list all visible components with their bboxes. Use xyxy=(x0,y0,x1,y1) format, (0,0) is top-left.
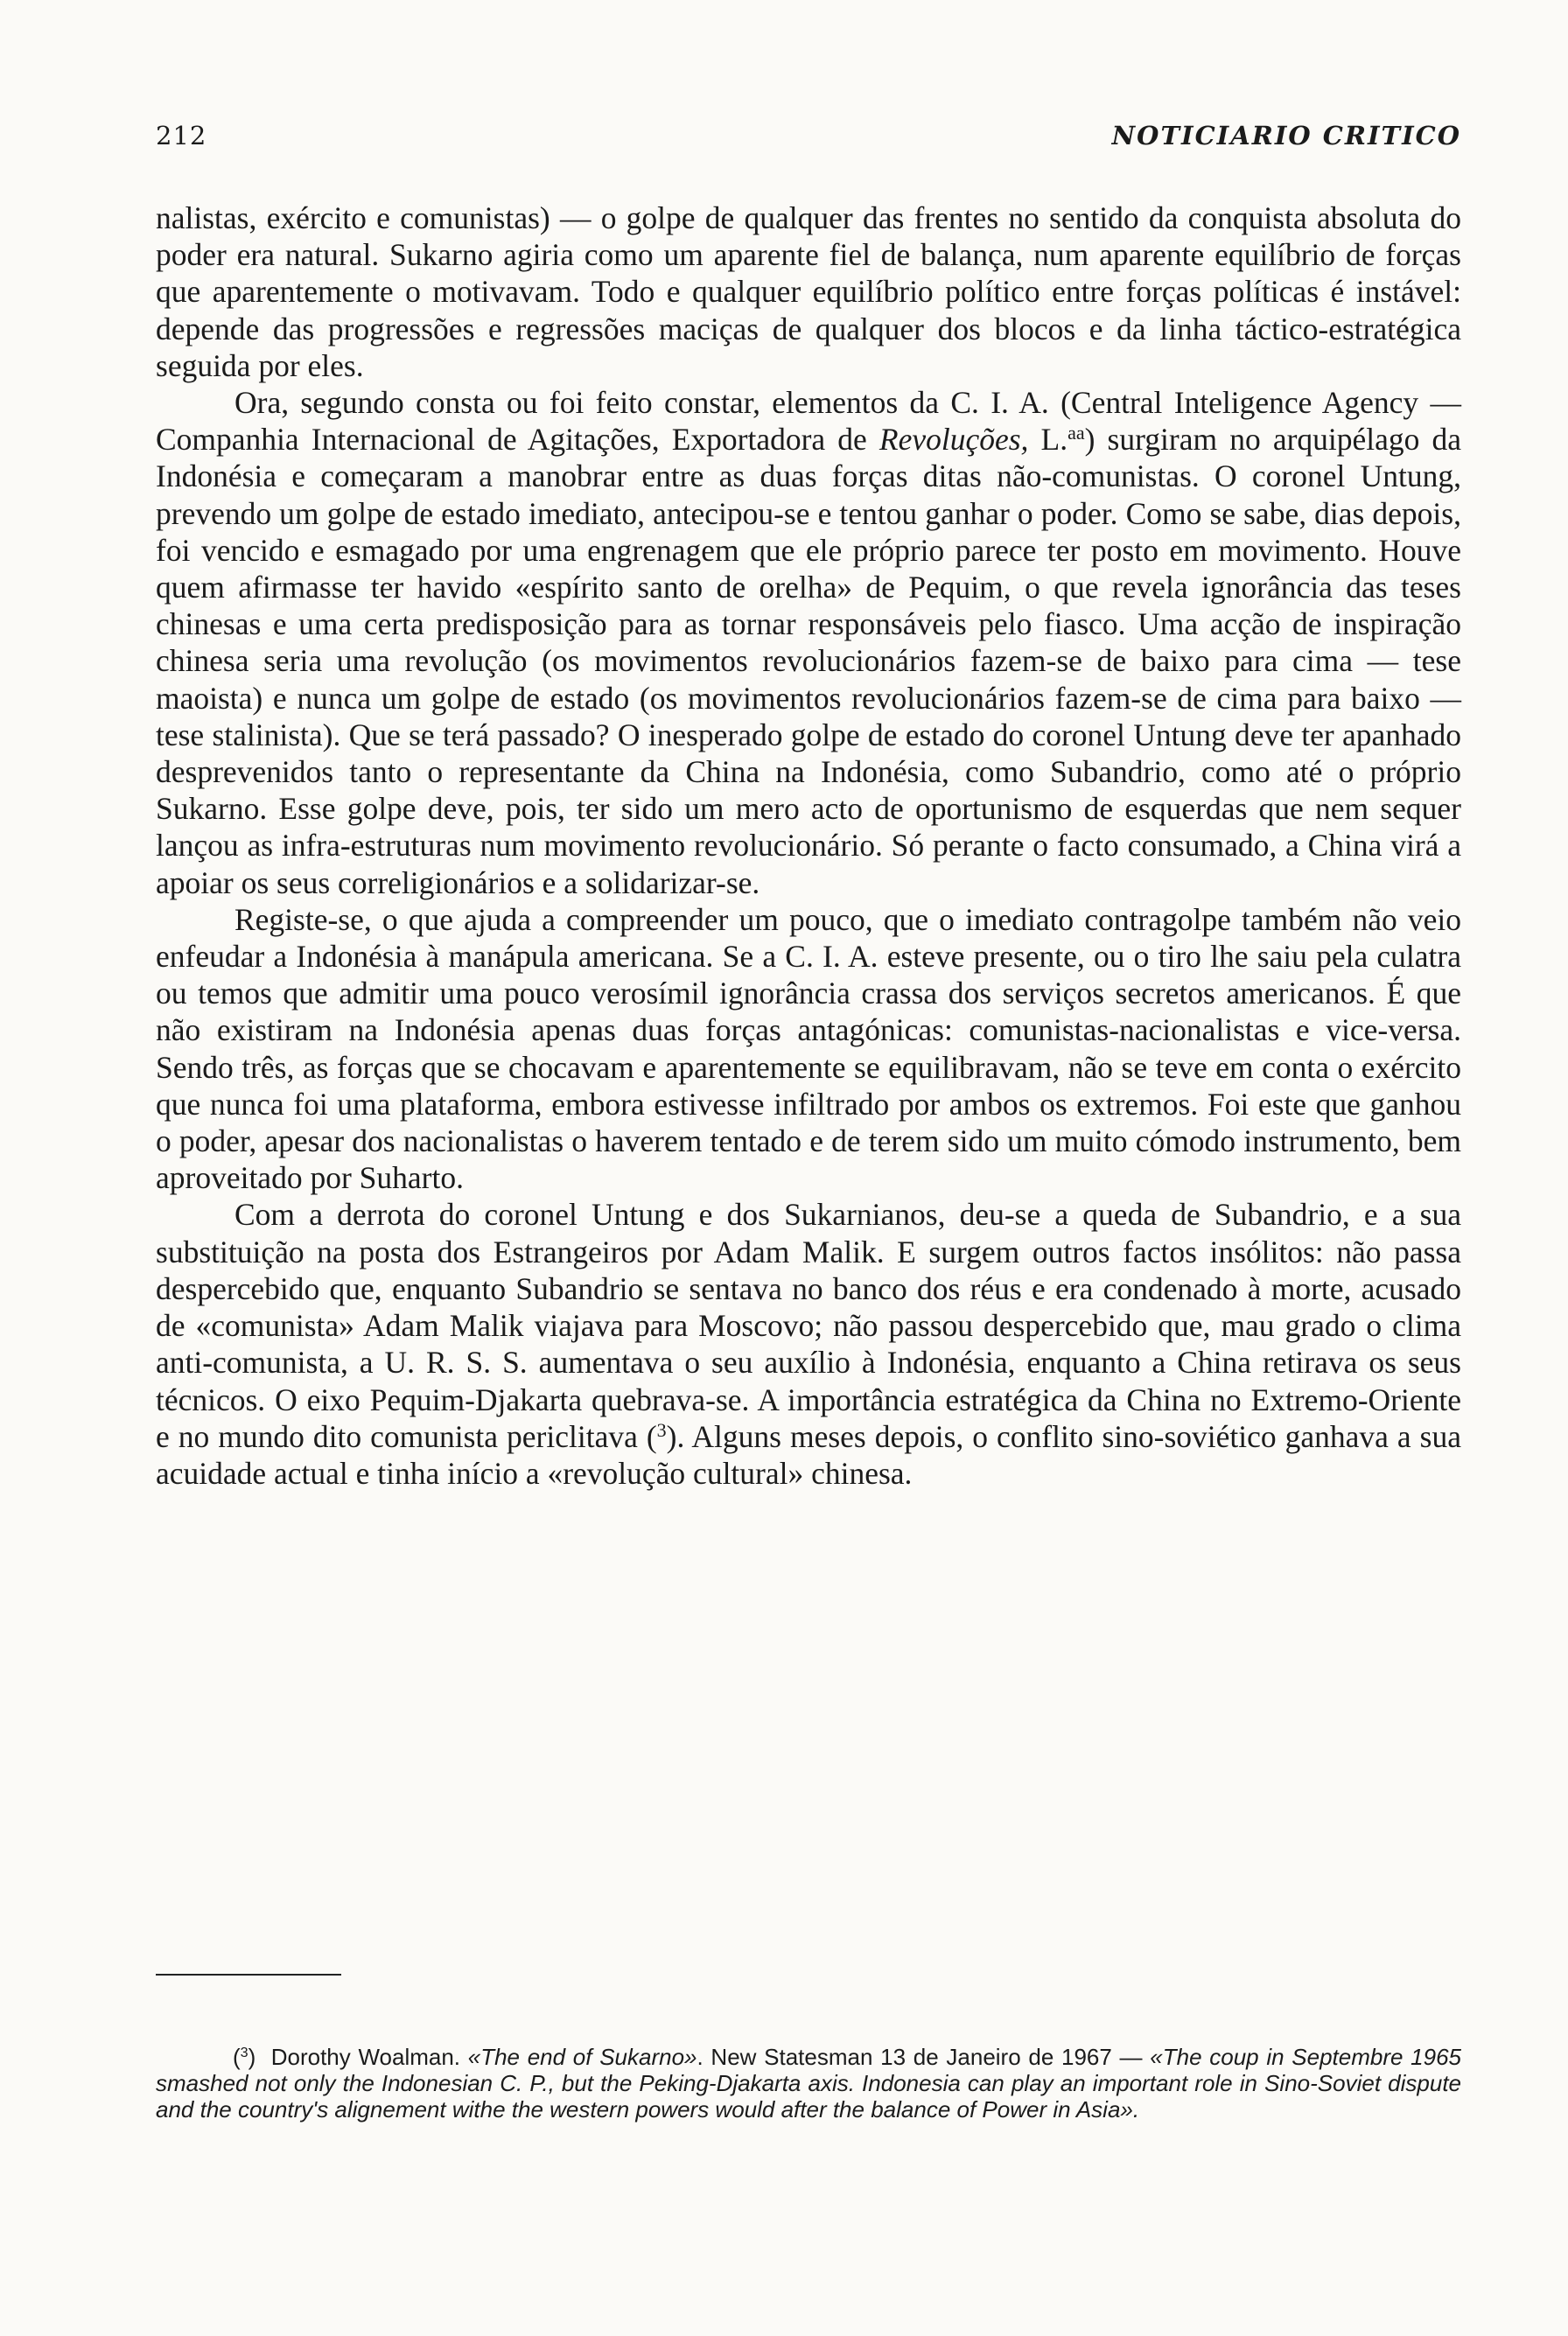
footnote-reference: 3 xyxy=(656,1418,667,1441)
footnote-title: «The end of Sukarno» xyxy=(467,2044,697,2070)
page xyxy=(156,121,1461,1492)
paragraph-2-italic: Revoluções, xyxy=(878,422,1029,458)
footnote-marker: 3 xyxy=(240,2045,248,2061)
footnote-3: ($^3$) Dorothy Woalman. «The end of Sukarno». New Statesman 13 de Janeiro de 1967 — «The coup in Septembre 1965 smashed not only the Indonesian C. P., but the Peking-Djakarta axis. Indonesia can play an important role in Sino-Soviet dispute and the country's alignement withe the western powers would after the balance of Power in Asia». xyxy=(156,2044,1461,2123)
paragraph-3: Registe-se, o que ajuda a compreender um pouco, que o imediato contragolpe também não veio enfeudar a Indonésia à manápula americana. Se a C. I. A. esteve presente, ou o tiro lhe saiu pela culatra ou temos que admitir uma pouco verosímil ignorância crassa dos serviços secretos americanos. É que não existiram na Indonésia apenas duas forças antagónicas: comunistas-nacionalistas e vice-versa. Sendo três, as forças que se chocavam e aparentemente se equilibravam, não se teve em conta o exército que nunca foi uma plataforma, embora estivesse infiltrado por ambos os extremos. Foi este que ganhou o poder, apesar dos nacionalistas o haverem tentado e de terem sido um muito cómodo instrumento, bem aproveitado por Suharto. xyxy=(156,901,1461,1196)
footnote-author: Dorothy Woalman. xyxy=(270,2044,468,2070)
footnote-quote: «The coup in Septembre 1965 smashed not only the Indonesian C. P., but the Peking-Djakarta axis. Indonesia can play an important role in Sino-Soviet dispute and the country's alignement withe the western powers would after the balance of Power in Asia». xyxy=(156,2044,1461,2123)
paragraph-2-text-a: Ora, segundo consta ou foi feito constar, elementos da C. I. A. (Central Inteligence Agency — Companhia Internacional de Agitações, Exportadora de xyxy=(156,385,1461,458)
paragraph-4-text-a: Com a derrota do coronel Untung e dos Sukarnianos, deu-se a queda de Subandrio, e a sua substituição na posta dos Estrangeiros por Adam Malik. E surgem outros factos insólitos: não passa despercebido que, enquanto Subandrio se sentava no banco dos réus e era condenado à morte, acusado de «comunista» Adam Malik viajava para Moscovo; não passou despercebido que, mau grado o clima anti-comunista, a U. R. S. S. aumentava o seu auxílio à Indonésia, enquanto a China retirava os seus técnicos. O eixo Pequim-Djakarta quebrava-se. A importância estratégica da China no Extremo-Oriente e no mundo dito comunista periclitava ( xyxy=(156,1197,1461,1454)
paragraph-1: nalistas, exército e comunistas) — o golpe de qualquer das frentes no sentido da conquista absoluta do poder era natural. Sukarno agiria como um aparente fiel de balança, num aparente equilíbrio de forças que aparentemente o motivavam. Todo e qualquer equilíbrio político entre forças políticas é instável: depende das progressões e regressões maciças de qualquer dos blocos e da linha táctico-estratégica seguida por eles. xyxy=(156,200,1461,383)
journal-title: NOTICIARIO CRITICO xyxy=(1111,121,1461,150)
footnote-source: . New Statesman 13 de Janeiro de 1967 — xyxy=(696,2044,1151,2070)
article-body xyxy=(156,199,1461,1492)
paragraph-2-text-c: ) surgiram no arquipélago da Indonésia e começaram a manobrar entre as duas forças ditas não-comunistas. O coronel Untung, prevendo um golpe de estado imediato, antecipou-se e tentou ganhar o poder. Como se sabe, dias depois, foi vencido e esmagado por uma engrenagem que ele próprio parece ter posto em movimento. Houve quem afirmasse ter havido «espírito santo de orelha» de Pequim, o que revela ignorância das teses chinesas e uma certa predisposição para as tornar responsáveis pelo fiasco. Uma acção de inspiração chinesa seria uma revolução (os movimentos revolucionários fazem-se de baixo para cima — tese maoista) e nunca um golpe de estado (os movimentos revolucionários fazem-se de cima para baixo — tese stalinista). Que se terá passado? O inesperado golpe de estado do coronel Untung deve ter apanhado desprevenidos tanto o representante da China na Indonésia, como Subandrio, como até o próprio Sukarno. Esse golpe deve, pois, ter sido um mero acto de oportunismo de esquerdas que nem sequer lançou as infra-estruturas num movimento revolucionário. Só perante o facto consumado, a China virá a apoiar os seus correligionários e a solidarizar-se. xyxy=(156,422,1461,900)
paragraph-4 xyxy=(156,1196,1461,1492)
paragraph-2-superscript: aa xyxy=(1068,422,1085,444)
running-head xyxy=(156,121,1461,173)
paragraph-4-text-b: ). Alguns meses depois, o conflito sino-soviético ganhava a sua acuidade actual e tinha início a «revolução cultural» chinesa. xyxy=(156,1418,1461,1491)
paragraph-2-text-b: L. xyxy=(1028,422,1068,458)
footnote-divider xyxy=(156,1974,341,1976)
page-number: 212 xyxy=(156,121,207,150)
paragraph-2 xyxy=(156,384,1461,901)
